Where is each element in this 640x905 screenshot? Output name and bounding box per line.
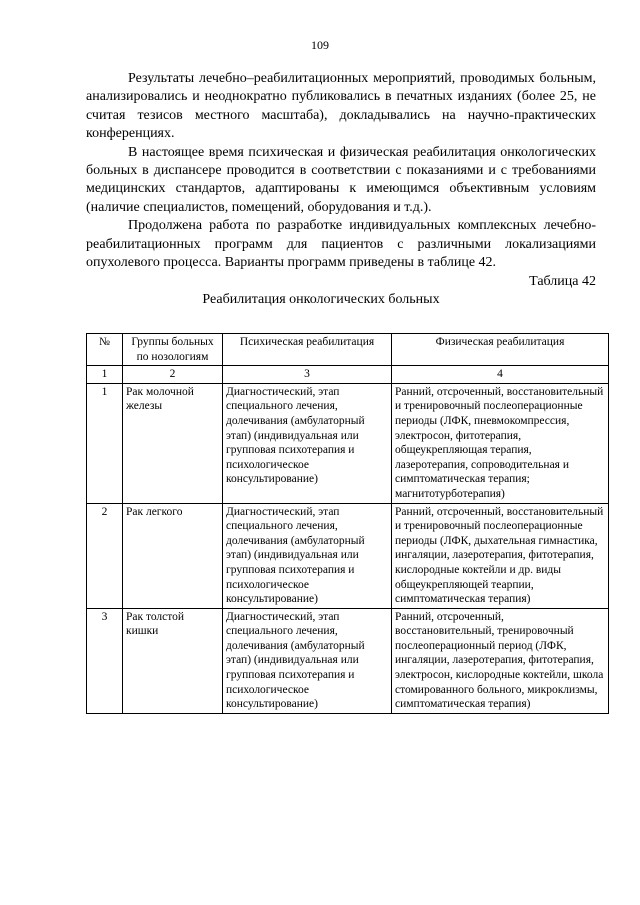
row-psych: Диагностический, этап специального лечения, долечивания (амбулаторный этап) (индивидуальная или групповая психотерапия и психологическое консультирование)	[223, 608, 392, 713]
header-psychological: Психическая реабилитация	[223, 334, 392, 366]
header-physical: Физическая реабилитация	[392, 334, 609, 366]
column-number: 1	[87, 366, 123, 384]
table-title: Реабилитация онкологических больных	[202, 292, 440, 308]
row-phys: Ранний, отсроченный, восстановительный и тренировочный послеоперационные периоды (ЛФК, пневмокомпрессия, электросон, фитотерапия, общеукрепляющая терапия, лазеротерапия, сопроводительная и симптоматическая терапия; магнитотурботерапия)	[392, 383, 609, 503]
body-text	[86, 70, 596, 309]
table-row	[87, 608, 609, 713]
row-group: Рак молочной железы	[123, 383, 223, 503]
row-group: Рак толстой кишки	[123, 608, 223, 713]
paragraph-results: Результаты лечебно–реабилитационных мероприятий, проводимых больным, анализировались и неоднократно публиковались в печатных изданиях (более 25, не считая тезисов местного масштаба), докладывались на научно-практических конференциях.	[86, 71, 596, 142]
table-label: Таблица 42	[529, 274, 596, 290]
row-number: 3	[87, 608, 123, 713]
column-number: 3	[223, 366, 392, 384]
page-number: 109	[311, 38, 329, 52]
header-groups: Группы больных по нозологиям	[123, 334, 223, 366]
paragraph-programs: Продолжена работа по разработке индивидуальных комплексных лечебно-реабилитационных программ для пациентов с различными локализациями опухолевого процесса. Варианты программ приведены в таблице 42.	[86, 218, 596, 271]
row-group: Рак легкого	[123, 503, 223, 608]
row-psych: Диагностический, этап специального лечения, долечивания (амбулаторный этап) (индивидуальная или групповая психотерапия и психологическое консультирование)	[223, 503, 392, 608]
row-psych: Диагностический, этап специального лечения, долечивания (амбулаторный этап) (индивидуальная или групповая психотерапия и психологическое консультирование)	[223, 383, 392, 503]
table-header-row	[87, 334, 609, 366]
row-number: 2	[87, 503, 123, 608]
row-phys: Ранний, отсроченный, восстановительный и тренировочный послеоперационные периоды (ЛФК, дыхательная гимнастика, ингаляции, лазеротерапия, фитотерапия, кислородные коктейли и др. виды общеукрепляющей теарпии, симптоматическая терапия)	[392, 503, 609, 608]
column-number-row	[87, 366, 609, 384]
table-row	[87, 383, 609, 503]
paragraph-current-rehab: В настоящее время психическая и физическая реабилитация онкологических больных в диспансере проводится в соответствии с показаниями и с требованиями медицинских стандартов, адаптированы к имеющимся объективным условиям (наличие специалистов, помещений, оборудования и т.д.).	[86, 144, 596, 215]
header-number: №	[87, 334, 123, 366]
column-number: 4	[392, 366, 609, 384]
rehabilitation-table	[86, 333, 609, 714]
table-row	[87, 503, 609, 608]
row-phys: Ранний, отсроченный, восстановительный, тренировочный послеоперационный период (ЛФК, ингаляции, лазеротерапия, фитотерапия, электросон, кислородные коктейли, школа стомированного больного, микроклизмы, симптоматическая терапия)	[392, 608, 609, 713]
column-number: 2	[123, 366, 223, 384]
row-number: 1	[87, 383, 123, 503]
